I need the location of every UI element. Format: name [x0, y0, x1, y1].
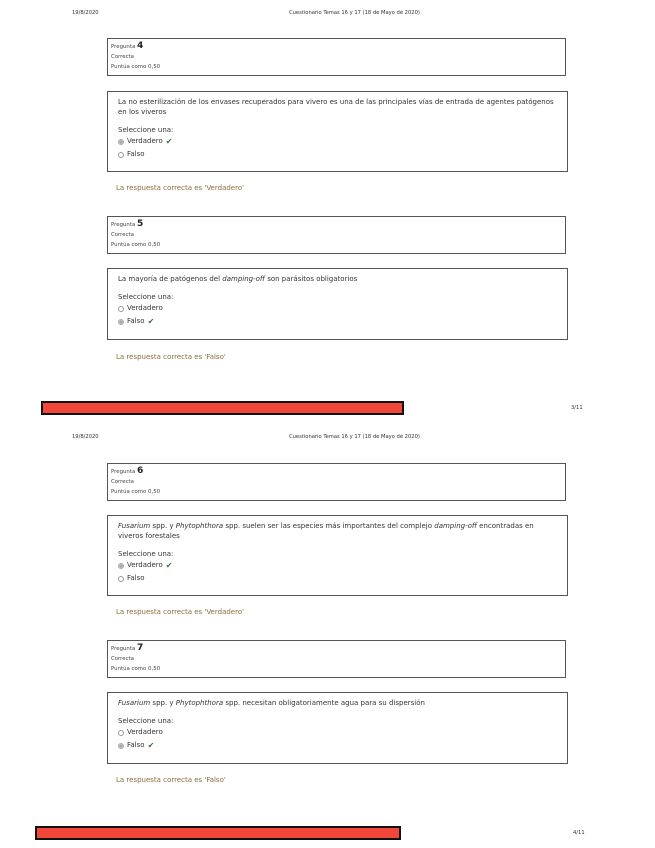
radio-selected-icon[interactable] [118, 563, 124, 569]
radio-icon[interactable] [118, 306, 124, 312]
question-text [118, 97, 557, 117]
question-info-4 [107, 38, 566, 76]
option-label: Falso [127, 150, 145, 158]
question-label: Pregunta [111, 44, 136, 50]
radio-selected-icon[interactable] [118, 319, 124, 325]
question-number: 6 [136, 466, 144, 476]
question-status: Correcta [111, 232, 134, 238]
radio-icon[interactable] [118, 730, 124, 736]
check-icon: ✔ [165, 137, 173, 146]
question-score: Puntúa como 0,50 [111, 64, 161, 70]
option-label: Falso [127, 317, 145, 325]
question-text [118, 521, 557, 541]
check-icon: ✔ [147, 317, 155, 326]
check-icon: ✔ [147, 741, 155, 750]
question-text-part: spp. y [150, 522, 176, 530]
select-label: Seleccione una: [118, 293, 174, 301]
question-text-part: spp. necesitan obligatoriamente agua para su dispersión [223, 699, 425, 707]
option-true[interactable] [118, 302, 557, 315]
question-content-4 [107, 91, 568, 172]
question-score: Puntúa como 0,50 [111, 242, 161, 248]
question-info-7 [107, 640, 566, 678]
question-text [118, 698, 557, 708]
question-score: Puntúa como 0,50 [111, 666, 161, 672]
question-text-part: son parásitos obligatorios [264, 275, 358, 283]
select-label: Seleccione una: [118, 126, 174, 134]
print-title: Cuestionario Temas 16 y 17 (18 de Mayo de 2020) [289, 10, 420, 16]
print-date: 19/8/2020 [72, 10, 99, 16]
question-status: Correcta [111, 54, 134, 60]
question-text-part: encontradas en viveros forestales [118, 522, 534, 540]
question-text-italic: damping-off [222, 275, 265, 283]
option-true[interactable] [118, 559, 557, 572]
option-true[interactable] [118, 726, 557, 739]
redaction-bar [41, 401, 404, 415]
select-label: Seleccione una: [118, 550, 174, 558]
question-status: Correcta [111, 656, 134, 662]
question-number: 4 [136, 41, 144, 51]
correct-answer: La respuesta correcta es 'Verdadero' [116, 184, 245, 192]
question-content-6 [107, 515, 568, 596]
question-content-7 [107, 692, 568, 764]
question-text [118, 274, 557, 284]
question-label: Pregunta [111, 646, 136, 652]
option-label: Falso [127, 741, 145, 749]
radio-icon[interactable] [118, 152, 124, 158]
option-false[interactable] [118, 315, 557, 328]
select-label: Seleccione una: [118, 717, 174, 725]
option-false[interactable] [118, 148, 557, 161]
print-date: 19/8/2020 [72, 434, 99, 440]
question-text-part: spp. suelen ser las especies más importantes del complejo [223, 522, 435, 530]
page-number: 4/11 [573, 830, 585, 836]
option-label: Verdadero [127, 728, 163, 736]
question-info-5 [107, 216, 566, 254]
question-status: Correcta [111, 479, 134, 485]
check-icon: ✔ [165, 561, 173, 570]
question-text-part: spp. y [150, 699, 176, 707]
correct-answer: La respuesta correcta es 'Falso' [116, 353, 226, 361]
redaction-bar [35, 826, 401, 840]
question-text-italic: damping-off [434, 522, 477, 530]
question-label: Pregunta [111, 222, 136, 228]
option-label: Verdadero [127, 561, 163, 569]
question-content-5 [107, 268, 568, 340]
option-false[interactable] [118, 572, 557, 585]
question-info-6 [107, 463, 566, 501]
question-text-italic: Phytophthora [175, 522, 224, 530]
question-number: 7 [136, 643, 144, 653]
correct-answer: La respuesta correcta es 'Falso' [116, 776, 226, 784]
question-number: 5 [136, 219, 144, 229]
option-false[interactable] [118, 739, 557, 752]
radio-icon[interactable] [118, 576, 124, 582]
radio-selected-icon[interactable] [118, 743, 124, 749]
option-label: Verdadero [127, 137, 163, 145]
question-text-italic: Phytophthora [175, 699, 224, 707]
print-title: Cuestionario Temas 16 y 17 (18 de Mayo de 2020) [289, 434, 420, 440]
question-text-part: La no esterilización de los envases recuperados para vivero es una de las principales vías de entrada de agentes patógenos en los viveros [118, 98, 554, 116]
correct-answer: La respuesta correcta es 'Verdadero' [116, 608, 245, 616]
option-label: Falso [127, 574, 145, 582]
question-label: Pregunta [111, 469, 136, 475]
option-label: Verdadero [127, 304, 163, 312]
page-number: 3/11 [571, 405, 583, 411]
question-score: Puntúa como 0,50 [111, 489, 161, 495]
option-true[interactable] [118, 135, 557, 148]
question-text-italic: Fusarium [118, 522, 151, 530]
question-text-part: La mayoría de patógenos del [118, 275, 223, 283]
radio-selected-icon[interactable] [118, 139, 124, 145]
question-text-italic: Fusarium [118, 699, 151, 707]
